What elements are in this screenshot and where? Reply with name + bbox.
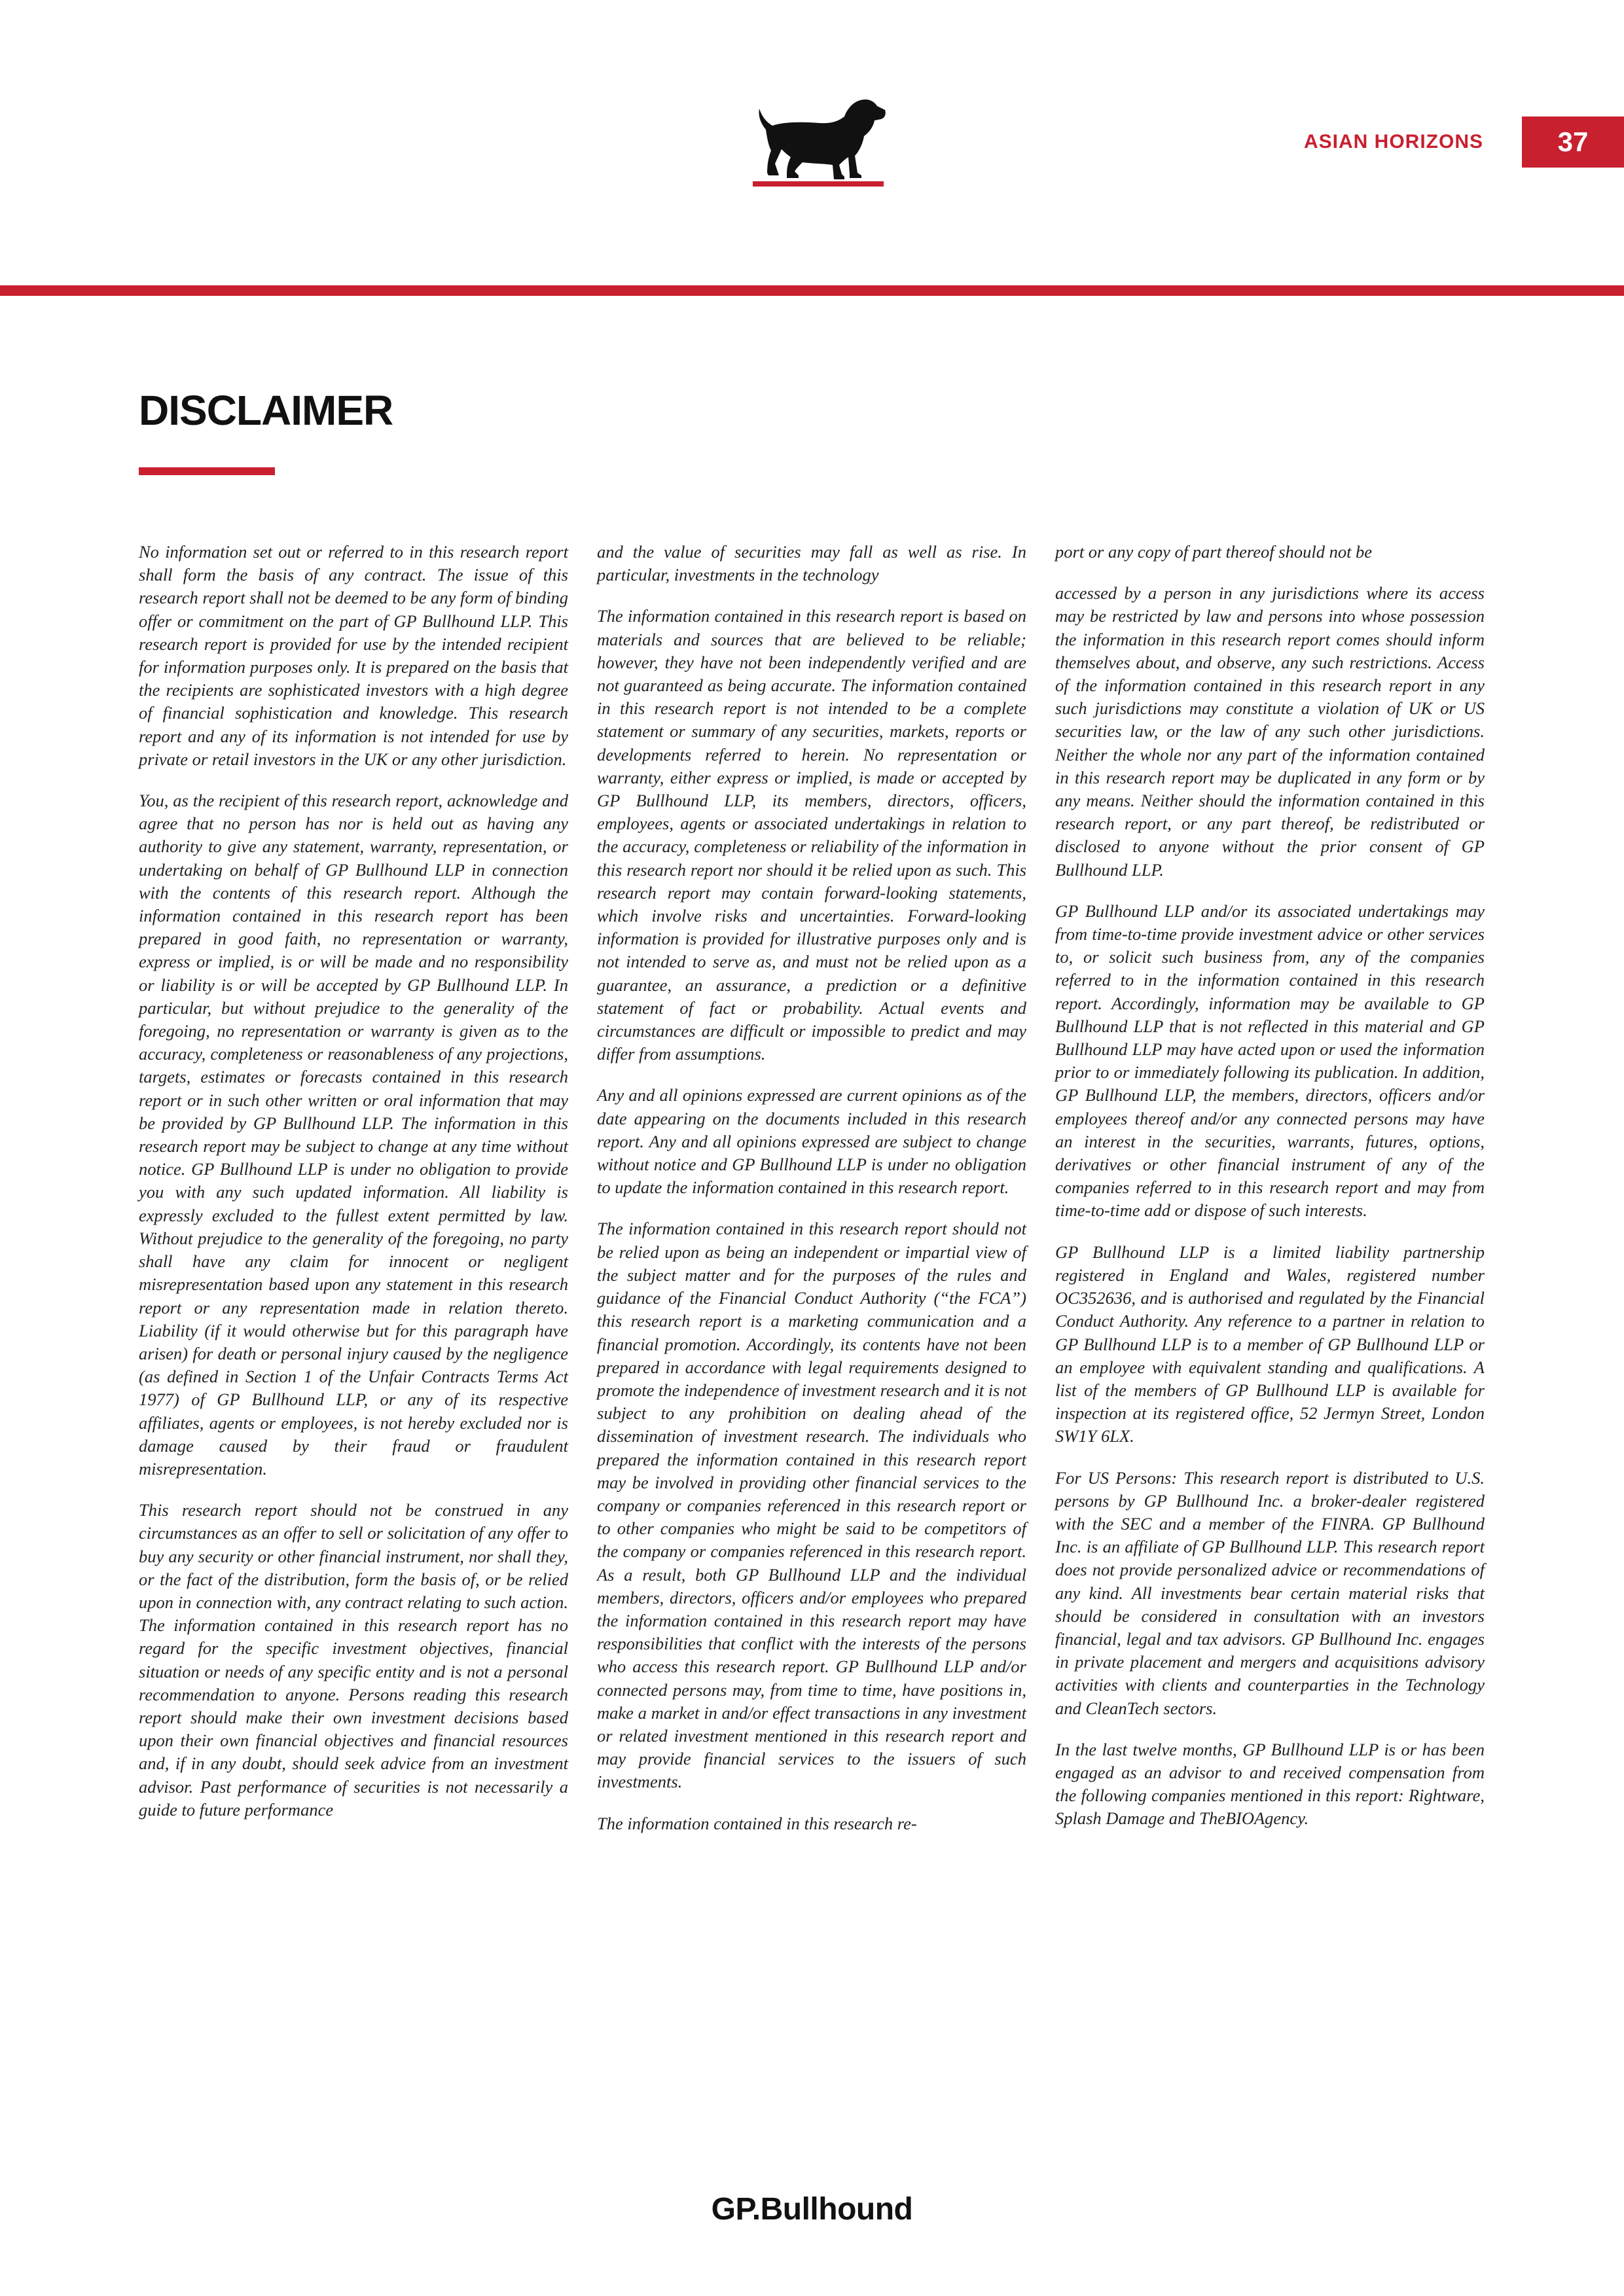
paragraph: accessed by a person in any jurisdictions where its access may be restricted by law and persons into whose possession the information in this research report comes should inform themselves about, and observe, any such restrictions. Access of the information contained in this research report in any such jurisdictions may constitute a violation of UK or US securities law, or the law of any such other jurisdictions. Neither the whole nor any part of the information contained in this research report may be duplicated in any form or by any means. Neither should the information contained in this research report, or any part thereof, be redistributed or disclosed to anyone without the prior consent of GP Bullhound LLP.	[1055, 583, 1485, 880]
paragraph: Any and all opinions expressed are current opinions as of the date appearing on the documents included in this research report. Any and all opinions expressed are subject to change without notice and GP Bullhound LLP is under no obligation to update the information contained in this research report.	[597, 1085, 1026, 1198]
paragraph: and the value of securities may fall as well as rise. In particular, investments in the technology	[597, 542, 1026, 585]
section-label: ASIAN HORIZONS	[1303, 131, 1483, 152]
text-column-3	[1055, 541, 1485, 1849]
paragraph: port or any copy of part thereof should not be	[1055, 542, 1373, 562]
footer-brand-logo: GP.Bullhound	[711, 2192, 913, 2227]
bulldog-logo	[746, 92, 890, 187]
paragraph: In the last twelve months, GP Bullhound LLP is or has been engaged as an advisor to and received compensation from the following companies mentioned in this report: Rightware, Splash Damage and TheBIOAgency.	[1055, 1739, 1485, 1829]
bulldog-icon	[746, 92, 890, 187]
bulldog-silhouette	[759, 99, 885, 179]
paragraph: GP Bullhound LLP is a limited liability partnership registered in England and Wales, registered number OC352636, and is authorised and regulated by the Financial Conduct Authority. Any reference to a partner in relation to GP Bullhound LLP is to a member of GP Bullhound LLP or an employee with equivalent standing and qualifications. A list of the members of GP Bullhound LLP is available for inspection at its registered office, 52 Jermyn Street, London SW1Y 6LX.	[1055, 1242, 1485, 1446]
paragraph: The information contained in this research report should not be relied upon as being an independent or impartial view of the subject matter and for the purposes of the rules and guidance of the Financial Conduct Authority (“the FCA”) this research report is a marketing communication and a financial promotion. Accordingly, its contents have not been prepared in accordance with legal requirements designed to promote the independence of investment research and it is not subject to any prohibition on dealing ahead of the dissemination of investment research. The individuals who prepared the information contained in this research report may be involved in providing other financial services to the company or companies referenced in this research report or to other companies who might be said to be competitors of the company or companies referenced in this research report. As a result, both GP Bullhound LLP and the individual members, directors, officers and/or employees who prepared the information contained in this research report may have responsibilities that conflict with the interests of the persons who access this research report. GP Bullhound LLP and/or connected persons may, from time to time, have positions in, make a market in and/or effect transactions in any investment or related investment mentioned in this research report and may provide financial services to the issuers of such investments.	[597, 1219, 1026, 1792]
paragraph: For US Persons: This research report is distributed to U.S. persons by GP Bullhound Inc. a broker-dealer registered with the SEC and a member of the FINRA. GP Bullhound Inc. is an affiliate of GP Bullhound LLP. This research report does not provide personalized advice or recommendations of any kind. All investments bear certain material risks that should be considered in consultation with an investors financial, legal and tax advisors. GP Bullhound Inc. engages in private placement and mergers and acquisitions advisory activities with clients and counterparties in the Technology and CleanTech sectors.	[1055, 1467, 1485, 1718]
paragraph: GP Bullhound LLP and/or its associated undertakings may from time-to-time provide investment advice or other services to, or solicit such business from, any of the companies referred to in the information contained in this research report. Accordingly, information may be available to GP Bullhound LLP that is not reflected in this material and GP Bullhound LLP may have acted upon or used the information prior to or immediately following its publication. In addition, GP Bullhound LLP, the members, directors, officers and/or employees thereof and/or any connected persons may have an interest in the securities, warrants, futures, options, derivatives or other financial instrument of any of the companies referred to in this research report and may from time-to-time add or dispose of such interests.	[1055, 901, 1485, 1221]
text-column-1	[139, 541, 568, 1840]
text-column-2	[597, 541, 1026, 1854]
header-rule	[0, 285, 1624, 296]
paragraph: This research report should not be construed in any circumstances as an offer to sell or solicitation of any offer to buy any security or other financial instrument, nor shall they, or the fact of the distribution, form the basis of, or be relied upon in connection with, any contract relating to such action. The information contained in this research report has no regard for the specific investment objectives, financial situation or needs of any specific entity and is not a personal recommendation to anyone. Persons reading this research report should make their own investment decisions based upon their own financial objectives and financial resources and, if in any doubt, should seek advice from an investment advisor. Past performance of securities is not necessarily a guide to future performance	[139, 1500, 568, 1820]
paragraph: The information contained in this research re-	[597, 1813, 917, 1833]
logo-underline	[753, 181, 884, 187]
paragraph: The information contained in this research report is based on materials and sources that are believed to be reliable; however, they have not been independently verified and are not guaranteed as being accurate. The information contained in this research report is not intended to be a complete statement or summary of any securities, markets, reports or developments referred to herein. No representation or warranty, either express or implied, is made or accepted by GP Bullhound LLP, its members, directors, officers, employees, agents or associated undertakings in relation to the accuracy, completeness or reliability of the information in this research report nor should it be relied upon as such. This research report may contain forward-looking statements, which involve risks and uncertainties. Forward-looking information is provided for illustrative purposes only and is not intended to serve as, and must not be relied upon as a guarantee, an assurance, a prediction or a definitive statement of fact or probability. Actual events and circumstances are difficult or impossible to predict and may differ from assumptions.	[597, 606, 1026, 1064]
page-number: 37	[1557, 126, 1589, 157]
page-number-badge	[1522, 117, 1624, 168]
page-title: DISCLAIMER	[139, 387, 393, 434]
paragraph: You, as the recipient of this research report, acknowledge and agree that no person has nor is held out as having any authority to give any statement, warranty, representation, or undertaking on behalf of GP Bullhound LLP in connection with the contents of this research report. Although the information contained in this research report has been prepared in good faith, no representation or warranty, express or implied, is or will be made and no responsibility or liability is or will be accepted by GP Bullhound LLP. In particular, but without prejudice to the generality of the foregoing, no representation or warranty is given as to the accuracy, completeness or reasonableness of any projections, targets, estimates or forecasts contained in this research report or in such other written or oral information that may be provided by GP Bullhound LLP. The information in this research report may be subject to change at any time without notice. GP Bullhound LLP is under no obligation to provide you with any such updated information. All liability is expressly excluded to the fullest extent permitted by law. Without prejudice to the generality of the foregoing, no party shall have any claim for innocent or negligent misrepresentation based upon any statement in this research report or any representation made in relation thereto. Liability (if it would otherwise but for this paragraph have arisen) for death or personal injury caused by the negligence (as defined in Section 1 of the Unfair Contracts Terms Act 1977) of GP Bullhound LLP, or any of its respective affiliates, agents or employees, is not hereby excluded nor is damage caused by their fraud or fraudulent misrepresentation.	[139, 791, 568, 1479]
title-underline	[139, 467, 275, 475]
paragraph: No information set out or referred to in this research report shall form the basis of any contract. The issue of this research report shall not be deemed to be any form of binding offer or commitment on the part of GP Bullhound LLP. This research report is provided for use by the intended recipient for information purposes only. It is prepared on the basis that the recipients are sophisticated investors with a high degree of financial sophistication and knowledge. This research report and any of its information is not intended for use by private or retail investors in the UK or any other jurisdiction.	[139, 542, 568, 769]
